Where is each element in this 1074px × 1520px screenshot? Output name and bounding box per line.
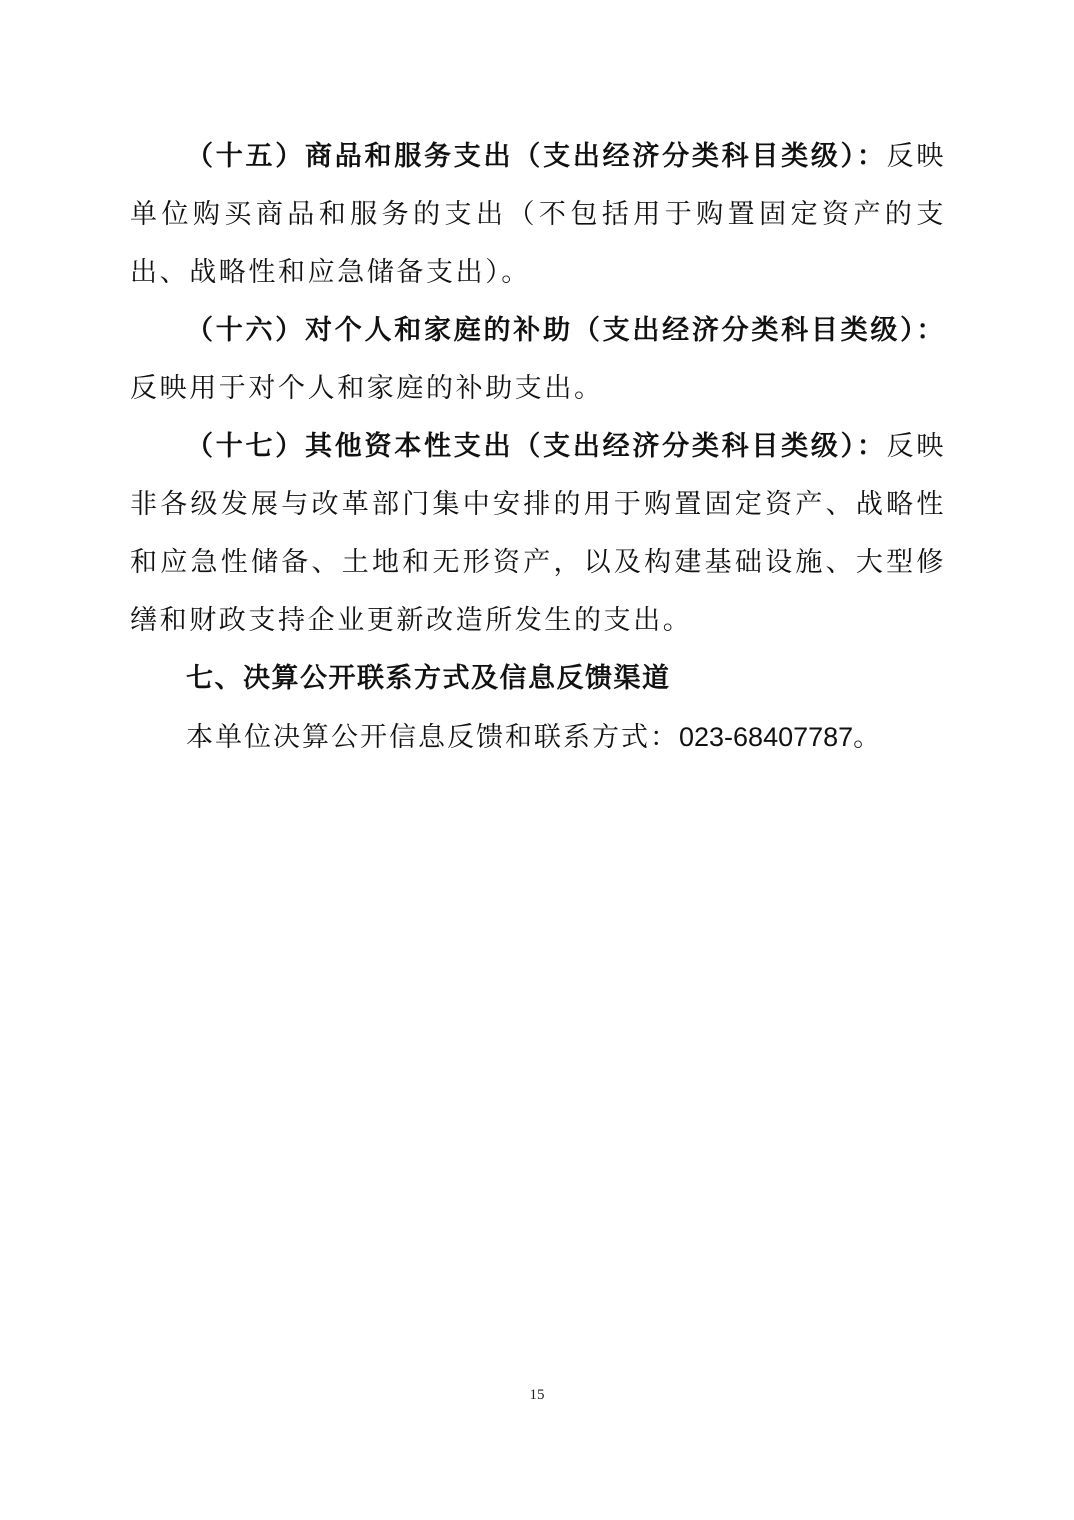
paragraph-goods-services <box>130 128 946 302</box>
paragraph-text: 反映单位购买商品和服务的支出（不包括用于购置固定资产的支出、战略性和应急储备支出）。 <box>130 141 946 288</box>
paragraph-term: （十七）其他资本性支出（支出经济分类科目类级）： <box>186 431 887 462</box>
paragraph-term: （十六）对个人和家庭的补助（支出经济分类科目类级）： <box>186 315 946 346</box>
paragraph-text: 反映非各级发展与改革部门集中安排的用于购置固定资产、战略性和应急性储备、土地和无形资产，以及构建基础设施、大型修缮和财政支持企业更新改造所发生的支出。 <box>130 431 946 636</box>
paragraph-household-subsidy <box>130 302 946 418</box>
contact-label: 本单位决算公开信息反馈和联系方式： <box>186 722 679 753</box>
paragraph-term: （十五）商品和服务支出（支出经济分类科目类级）： <box>186 141 887 172</box>
contact-end: 。 <box>853 722 883 753</box>
section-heading: 七、决算公开联系方式及信息反馈渠道 <box>186 663 671 694</box>
paragraph-text: 反映用于对个人和家庭的补助支出。 <box>130 373 604 404</box>
page-number: 15 <box>529 1387 545 1403</box>
contact-line <box>130 708 946 767</box>
document-body <box>130 128 946 767</box>
contact-phone: 023-68407787 <box>679 722 854 752</box>
paragraph-other-capital <box>130 418 946 650</box>
